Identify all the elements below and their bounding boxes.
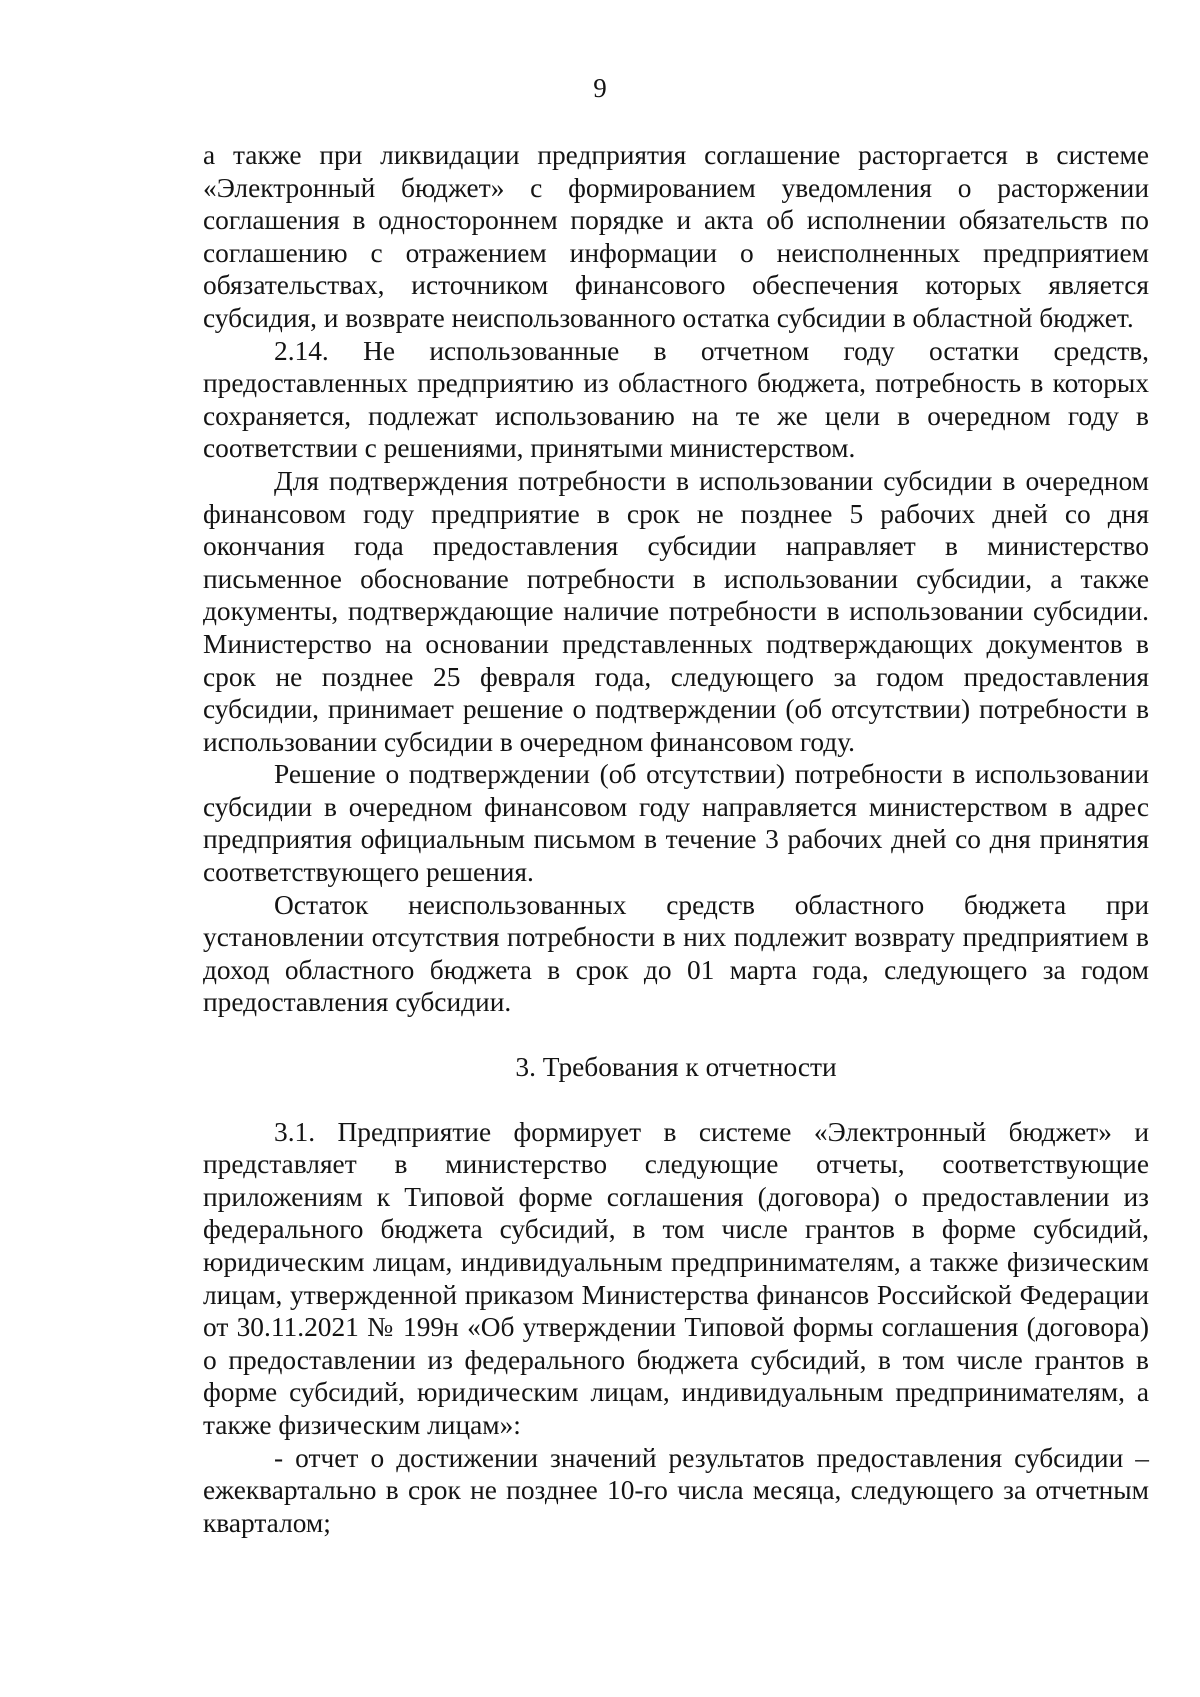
document-body [203,139,1149,1539]
paragraph-remainder-return: Остаток неиспользованных средств областного бюджета при установлении отсутствия потребности в них подлежит возврату предприятием в доход областного бюджета в срок до 01 марта года, следующего за годом предоставления субсидии. [203,889,1149,1018]
page-number: 9 [593,73,607,103]
paragraph-termination-continuation: а также при ликвидации предприятия соглашение расторгается в системе «Электронный бюджет» с формированием уведомления о расторжении соглашения в одностороннем порядке и акта об исполнении обязательств по соглашению с отражением информации о неисполненных предприятием обязательствах, источником финансового обеспечения которых является субсидия, и возврате неиспользованного остатка субсидии в областной бюджет. [203,140,1149,333]
paragraph-decision-notice: Решение о подтверждении (об отсутствии) потребности в использовании субсидии в очередном финансовом году направляется министерством в адрес предприятия официальным письмом в течение 3 рабочих дней со дня принятия соответствующего решения. [203,759,1149,888]
list-item-results-report: - отчет о достижении значений результатов предоставления субсидии – ежеквартально в срок не позднее 10-го числа месяца, следующего за отчетным кварталом; [203,1442,1149,1538]
paragraph-3-1: 3.1. Предприятие формирует в системе «Электронный бюджет» и представляет в министерство следующие отчеты, соответствующие приложениям к Типовой форме соглашения (договора) о предоставлении из федерального бюджета субсидий, в том числе грантов в форме субсидий, юридическим лицам, индивидуальным предпринимателям, а также физическим лицам, утвержденной приказом Министерства финансов Российской Федерации от 30.11.2021 № 199н «Об утверждении Типовой формы соглашения (договора) о предоставлении из федерального бюджета субсидий, в том числе грантов в форме субсидий, юридическим лицам, индивидуальным предпринимателям, а также физическим лицам»: [203,1116,1149,1440]
paragraph-need-confirmation: Для подтверждения потребности в использовании субсидии в очередном финансовом году предприятие в срок не позднее 5 рабочих дней со дня окончания года предоставления субсидии направляет в министерство письменное обоснование потребности в использовании субсидии, а также документы, подтверждающие наличие потребности в использовании субсидии. Министерство на основании представленных подтверждающих документов в срок не позднее 25 февраля года, следующего за годом предоставления субсидии, принимает решение о подтверждении (об отсутствии) потребности в использовании субсидии в очередном финансовом году. [203,465,1149,757]
section-heading-reporting: 3. Требования к отчетности [515,1052,837,1083]
paragraph-2-14: 2.14. Не использованные в отчетном году остатки средств, предоставленных предприятию из областного бюджета, потребность в которых сохраняется, подлежат использованию на те же цели в очередном году в соответствии с решениями, принятыми министерством. [203,335,1149,464]
